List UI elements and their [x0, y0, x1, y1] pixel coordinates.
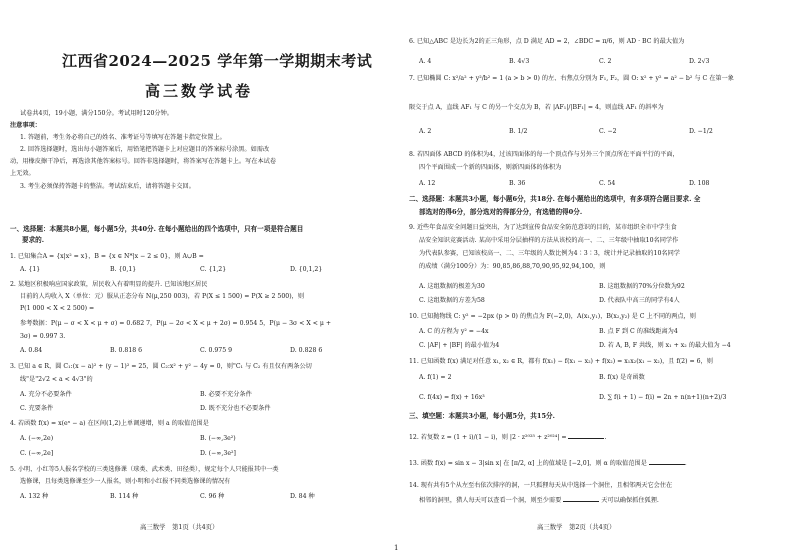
- q3-line: 3. 已知 a ∈ R，圆 C₁:(x − a)² + (y − 1)² = 25，圆 C₂:x² + y² − 4y = 0，则"C₁ 与 C₂ 有且仅有两条公切: [10, 363, 312, 370]
- q2-line: 3σ) = 0.997 3.: [20, 333, 66, 340]
- q6-option-d: D. 2√3: [689, 58, 710, 65]
- q2-line: 目前的人均收入 X（单位：元）服从正态分布 N(μ,250 003)，若 P(X ≤ 1 500) = P(X ≥ 2 500)，则: [20, 293, 305, 300]
- q11-option-a: A. f(1) = 2: [419, 374, 452, 381]
- q12-stem: 12. 若复数 z = (1 + i)/(1 − i)，则 |2 · z²⁰²⁵ + z²⁰²⁴| = .: [409, 434, 607, 441]
- q2-line: 参考数据：P(μ − σ < X < μ + σ) = 0.682 7，P(μ − 2σ < X < μ + 2σ) = 0.954 5，P(μ − 3σ < X < μ +: [20, 320, 332, 327]
- q7-option-a: A. 2: [419, 128, 432, 135]
- q2-line: P(1 000 < X < 2 500) =: [20, 305, 95, 312]
- section-1-heading-cont: 要求的.: [22, 236, 45, 244]
- right-page: [397, 0, 794, 560]
- q3-option-d: D. 既不充分也不必要条件: [200, 405, 271, 412]
- q9-line: 9. 近些年食品安全问题日益突出，为了达到宣传食品安全防范意识的目的，某市组织全市中学生食: [409, 224, 677, 231]
- q13-answer-blank[interactable]: [649, 458, 685, 465]
- q9-option-a: A. 这组数据的极差为30: [419, 283, 485, 290]
- q14-line: 14. 现有共有5个从左至右依次排序的洞，一只狐狸每天从中选择一个洞住，且相邻两天它会住在: [409, 482, 673, 489]
- q3-option-b: B. 必要不充分条件: [200, 391, 252, 398]
- q6-option-b: B. 4√3: [509, 58, 530, 65]
- q14-text-a: 相邻的洞里，猎人每天可以查看一个洞，则至少需要: [419, 497, 562, 504]
- q8-option-d: D. 108: [689, 180, 710, 187]
- q4-option-d: D. (−∞,3e²]: [200, 450, 236, 457]
- note-line: 2. 回答选择题时，选出每小题答案后，用铅笔把答题卡上对应题目的答案标号涂黑。如需改: [20, 146, 270, 153]
- q11-option-d: D. ∑ f(i + 1) − f(i) = 2n + n(n+1)(n+2)/3: [599, 394, 727, 401]
- section-1-heading: 一、选择题：本题共8小题，每小题5分，共40分. 在每小题给出的四个选项中，只有一项是符合题目: [10, 225, 304, 233]
- q1-option-a: A. {1}: [20, 266, 41, 273]
- q5-line: 5. 小明、小红等5人报名学校的三类选修课（球类、武术类、田径类），规定每个人只能报其中一类: [10, 466, 279, 473]
- q8-option-c: C. 54: [599, 180, 616, 187]
- q1-option-b: B. {0,1}: [110, 266, 137, 273]
- q9-line: 品安全知识竞赛活动. 某高中采用分层抽样的方法从该校的高一、二、三年级中抽取10名同学作: [419, 237, 679, 244]
- q13-text: 13. 函数 f(x) = sin x − 3|sin x| 在 [π/2, α] 上的值域是 [−2,0]，则 α 的取值范围是: [409, 460, 647, 467]
- q11-option-c: C. f(4x) = f(x) + 16x³: [419, 394, 485, 401]
- q11-stem: 11. 已知函数 f(x) 满足对任意 x₁, x₂ ∈ R，都有 f(x₁) − f(x₁ − x₂) + f(x₂) = x₁x₂(x₁ − x₂)，且 f(2) = 6，则: [409, 358, 713, 365]
- q7-option-d: D. −1/2: [689, 128, 713, 135]
- q7-line: 限交于点 A，直线 AF₁ 与 C 的另一个交点为 B，若 |AF₁|/|BF₁| = 4，则直线 AF₁ 的斜率为: [409, 104, 664, 111]
- note-line: 动，用橡皮擦干净后，再选涂其他答案标号。回答非选择题时，将答案写在答题卡上。写在本试卷: [10, 158, 277, 165]
- q6-option-a: A. 4: [419, 58, 432, 65]
- q10-option-d: D. 若 A, B, F 共线，则 x₁ + x₂ 的最大值为 −4: [599, 342, 731, 349]
- q14-line-2: [419, 495, 659, 505]
- q6-stem: 6. 已知△ABC 是边长为2的正三角形，点 D 满足 AD = 2，∠BDC = π/6，则 AD · BC 的最大值为: [409, 38, 685, 45]
- note-line: 上无效。: [10, 170, 35, 177]
- q5-line: 选修课，且每类选修课至少一人报名，则小明和小红报不同类选修课的情况有: [20, 478, 231, 485]
- q4-option-c: C. (−∞,2e]: [20, 450, 54, 457]
- q3-option-c: C. 充要条件: [20, 405, 54, 412]
- q14-answer-blank[interactable]: [563, 495, 599, 502]
- q8-line: 四个平面围成一个新的四面体，则新四面体的体积为: [419, 164, 562, 171]
- q4-stem: 4. 若函数 f(x) = x(eˣ − a) 在区间(1,2)上单调递增，则 a 的取值范围是: [10, 420, 209, 427]
- q5-option-b: B. 114 种: [110, 493, 139, 500]
- q3-option-a: A. 充分不必要条件: [20, 391, 72, 398]
- q7-option-c: C. −2: [599, 128, 617, 135]
- q1-option-c: C. {1,2}: [200, 266, 227, 273]
- page-footer-left: 高三数学 第1页（共4页）: [140, 523, 219, 531]
- q8-line: 8. 若四面体 ABCD 的体积为4，过该四面体的每一个顶点作与另外三个顶点所在平面平行的平面，: [409, 151, 679, 158]
- q9-line: 的成绩（满分100分）为：90,85,86,88,70,90,95,92,94,100，则: [419, 263, 606, 270]
- q11-option-b: B. f(x) 是奇函数: [599, 374, 645, 381]
- q10-line: 10. 已知抛物线 C: y² = −2px (p > 0) 的焦点为 F(−2,0)，A(x₁,y₁)，B(x₂,y₂) 是 C 上不同的两点，则: [409, 313, 696, 320]
- exam-subtitle: 高三数学试卷: [145, 82, 254, 100]
- q10-option-a: A. C 的方程为 y² = −4x: [419, 328, 489, 335]
- q12-answer-blank[interactable]: [568, 432, 604, 439]
- page-footer-right: 高三数学 第2页（共4页）: [537, 523, 616, 531]
- q8-option-b: B. 36: [509, 180, 526, 187]
- q2-option-c: C. 0.975 9: [200, 347, 233, 354]
- section-2-heading: 二、选择题：本题共3小题，每小题6分，共18分. 在每小题给出的选项中，有多项符合题目要求. 全: [409, 195, 701, 203]
- q2-option-a: A. 0.84: [20, 347, 43, 354]
- q9-option-d: D. 代表队中高三的同学有4人: [599, 297, 680, 304]
- section-2-heading-cont: 部选对的得6分，部分选对的得部分分，有选错的得0分.: [419, 208, 583, 216]
- q2-option-d: D. 0.828 6: [290, 347, 323, 354]
- q9-option-b: B. 这组数据的70%分位数为92: [599, 283, 685, 290]
- q2-line: 2. 某地区积极响应国家政策，居民收入有着明显的提升. 已知该地区居民: [10, 281, 208, 288]
- q10-option-c: C. |AF| + |BF| 的最小值为4: [419, 342, 500, 349]
- q7-line: 7. 已知椭圆 C: x²/a² + y²/b² = 1 (a > b > 0) 的左、右焦点分别为 F₁, F₂，圆 O: x² + y² = a² − b² 与 C 在第一象: [409, 75, 734, 82]
- q9-option-c: C. 这组数据的方差为58: [419, 297, 485, 304]
- q1-stem: 1. 已知集合A = {x|x² = x}，B = {x ∈ N*|x − 2 ≤ 0}，则 A∪B =: [10, 253, 204, 260]
- q1-option-d: D. {0,1,2}: [290, 266, 323, 273]
- q4-option-a: A. (−∞,2e): [20, 435, 54, 442]
- note-line: 3. 考生必须保持答题卡的整洁。考试结束后，请将答题卡交回。: [20, 183, 195, 190]
- q14-text-b: 天可以确保抓住狐狸.: [601, 497, 659, 504]
- notes-header: 注意事项：: [10, 122, 41, 129]
- q10-option-b: B. 点 F 到 C 的准线距离为4: [599, 328, 678, 335]
- q4-option-b: B. (−∞,3e²): [200, 435, 236, 442]
- q5-option-c: C. 96 种: [200, 493, 225, 500]
- section-3-heading: 三、填空题：本题共3小题，每小题5分，共15分.: [409, 412, 555, 420]
- q9-line: 为代表队参赛，已知该校高一、二、三年级的人数比例为4∶3∶3，统计并记录抽取的10名同学: [419, 250, 680, 257]
- q5-option-a: A. 132 种: [20, 493, 49, 500]
- q5-option-d: D. 84 种: [290, 493, 315, 500]
- q3-line: 线"是"2√2 < a < 4√3"的: [20, 376, 93, 383]
- q12-text: 12. 若复数 z = (1 + i)/(1 − i)，则 |2 · z²⁰²⁵ + z²⁰²⁴| =: [409, 434, 567, 441]
- q6-option-c: C. 2: [599, 58, 612, 65]
- q8-option-a: A. 12: [419, 180, 436, 187]
- q7-option-b: B. 1/2: [509, 128, 528, 135]
- exam-info: 试卷共4页，19小题，满分150分。考试用时120分钟。: [20, 110, 173, 117]
- exam-title: 江西省2024—2025 学年第一学期期末考试: [62, 52, 373, 70]
- note-line: 1. 答题前，考生务必将自己的姓名、准考证号等填写在答题卡指定位置上。: [20, 134, 226, 141]
- q2-option-b: B. 0.818 6: [110, 347, 143, 354]
- sheet-page-number: 1: [394, 544, 399, 552]
- q13-stem: 13. 函数 f(x) = sin x − 3|sin x| 在 [π/2, α] 上的值域是 [−2,0]，则 α 的取值范围是 .: [409, 460, 687, 467]
